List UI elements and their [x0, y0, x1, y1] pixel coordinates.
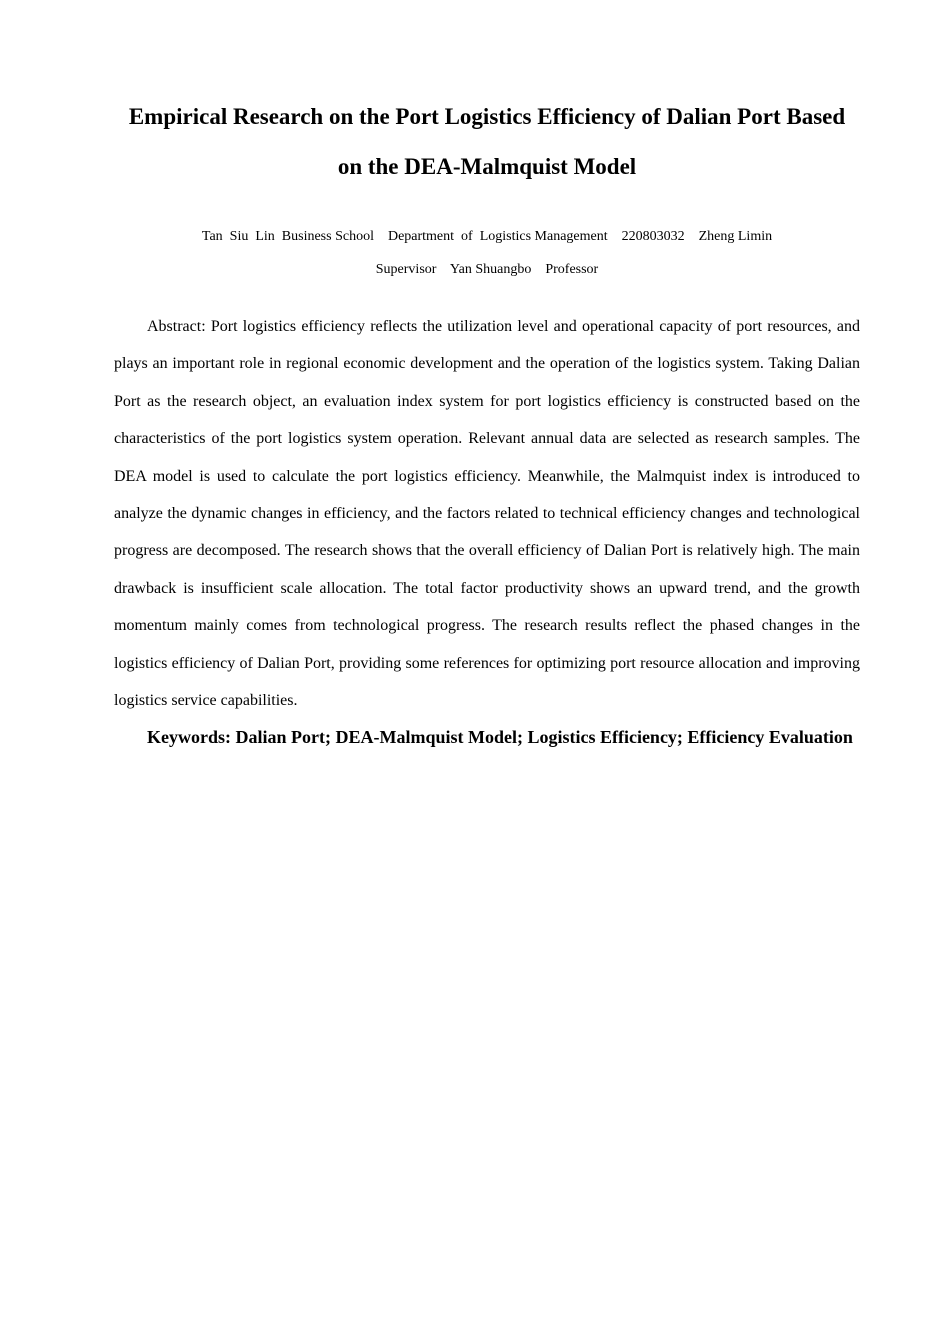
paper-title: Empirical Research on the Port Logistics Efficiency of Dalian Port Based on the DEA-Malmquist Model	[128, 104, 846, 179]
author-info	[114, 220, 860, 286]
abstract-paragraph: Abstract: Port logistics efficiency reflects the utilization level and operational capacity of port resources, and plays an important role in regional economic development and the operation of the logistics system. Taking Dalian Port as the research object, an evaluation index system for port logistics efficiency is constructed based on the characteristics of the port logistics system operation. Relevant annual data are selected as research samples. The DEA model is used to calculate the port logistics efficiency. Meanwhile, the Malmquist index is introduced to analyze the dynamic changes in efficiency, and the factors related to technical efficiency changes and technological progress are decomposed. The research shows that the overall efficiency of Dalian Port is relatively high. The main drawback is insufficient scale allocation. The total factor productivity shows an upward trend, and the growth momentum mainly comes from technological progress. The research results reflect the phased changes in the logistics efficiency of Dalian Port, providing some references for optimizing port resource allocation and improving logistics service capabilities.	[114, 318, 860, 710]
keywords-paragraph: Keywords: Dalian Port; DEA-Malmquist Model; Logistics Efficiency; Efficiency Evaluation	[147, 727, 853, 748]
paper-page	[114, 92, 860, 756]
supervisor-line: Supervisor Yan Shuangbo Professor	[375, 262, 599, 277]
author-affiliation-line: Tan Siu Lin Business School Department of Logistics Management 220803032 Zheng Limin	[201, 229, 773, 244]
